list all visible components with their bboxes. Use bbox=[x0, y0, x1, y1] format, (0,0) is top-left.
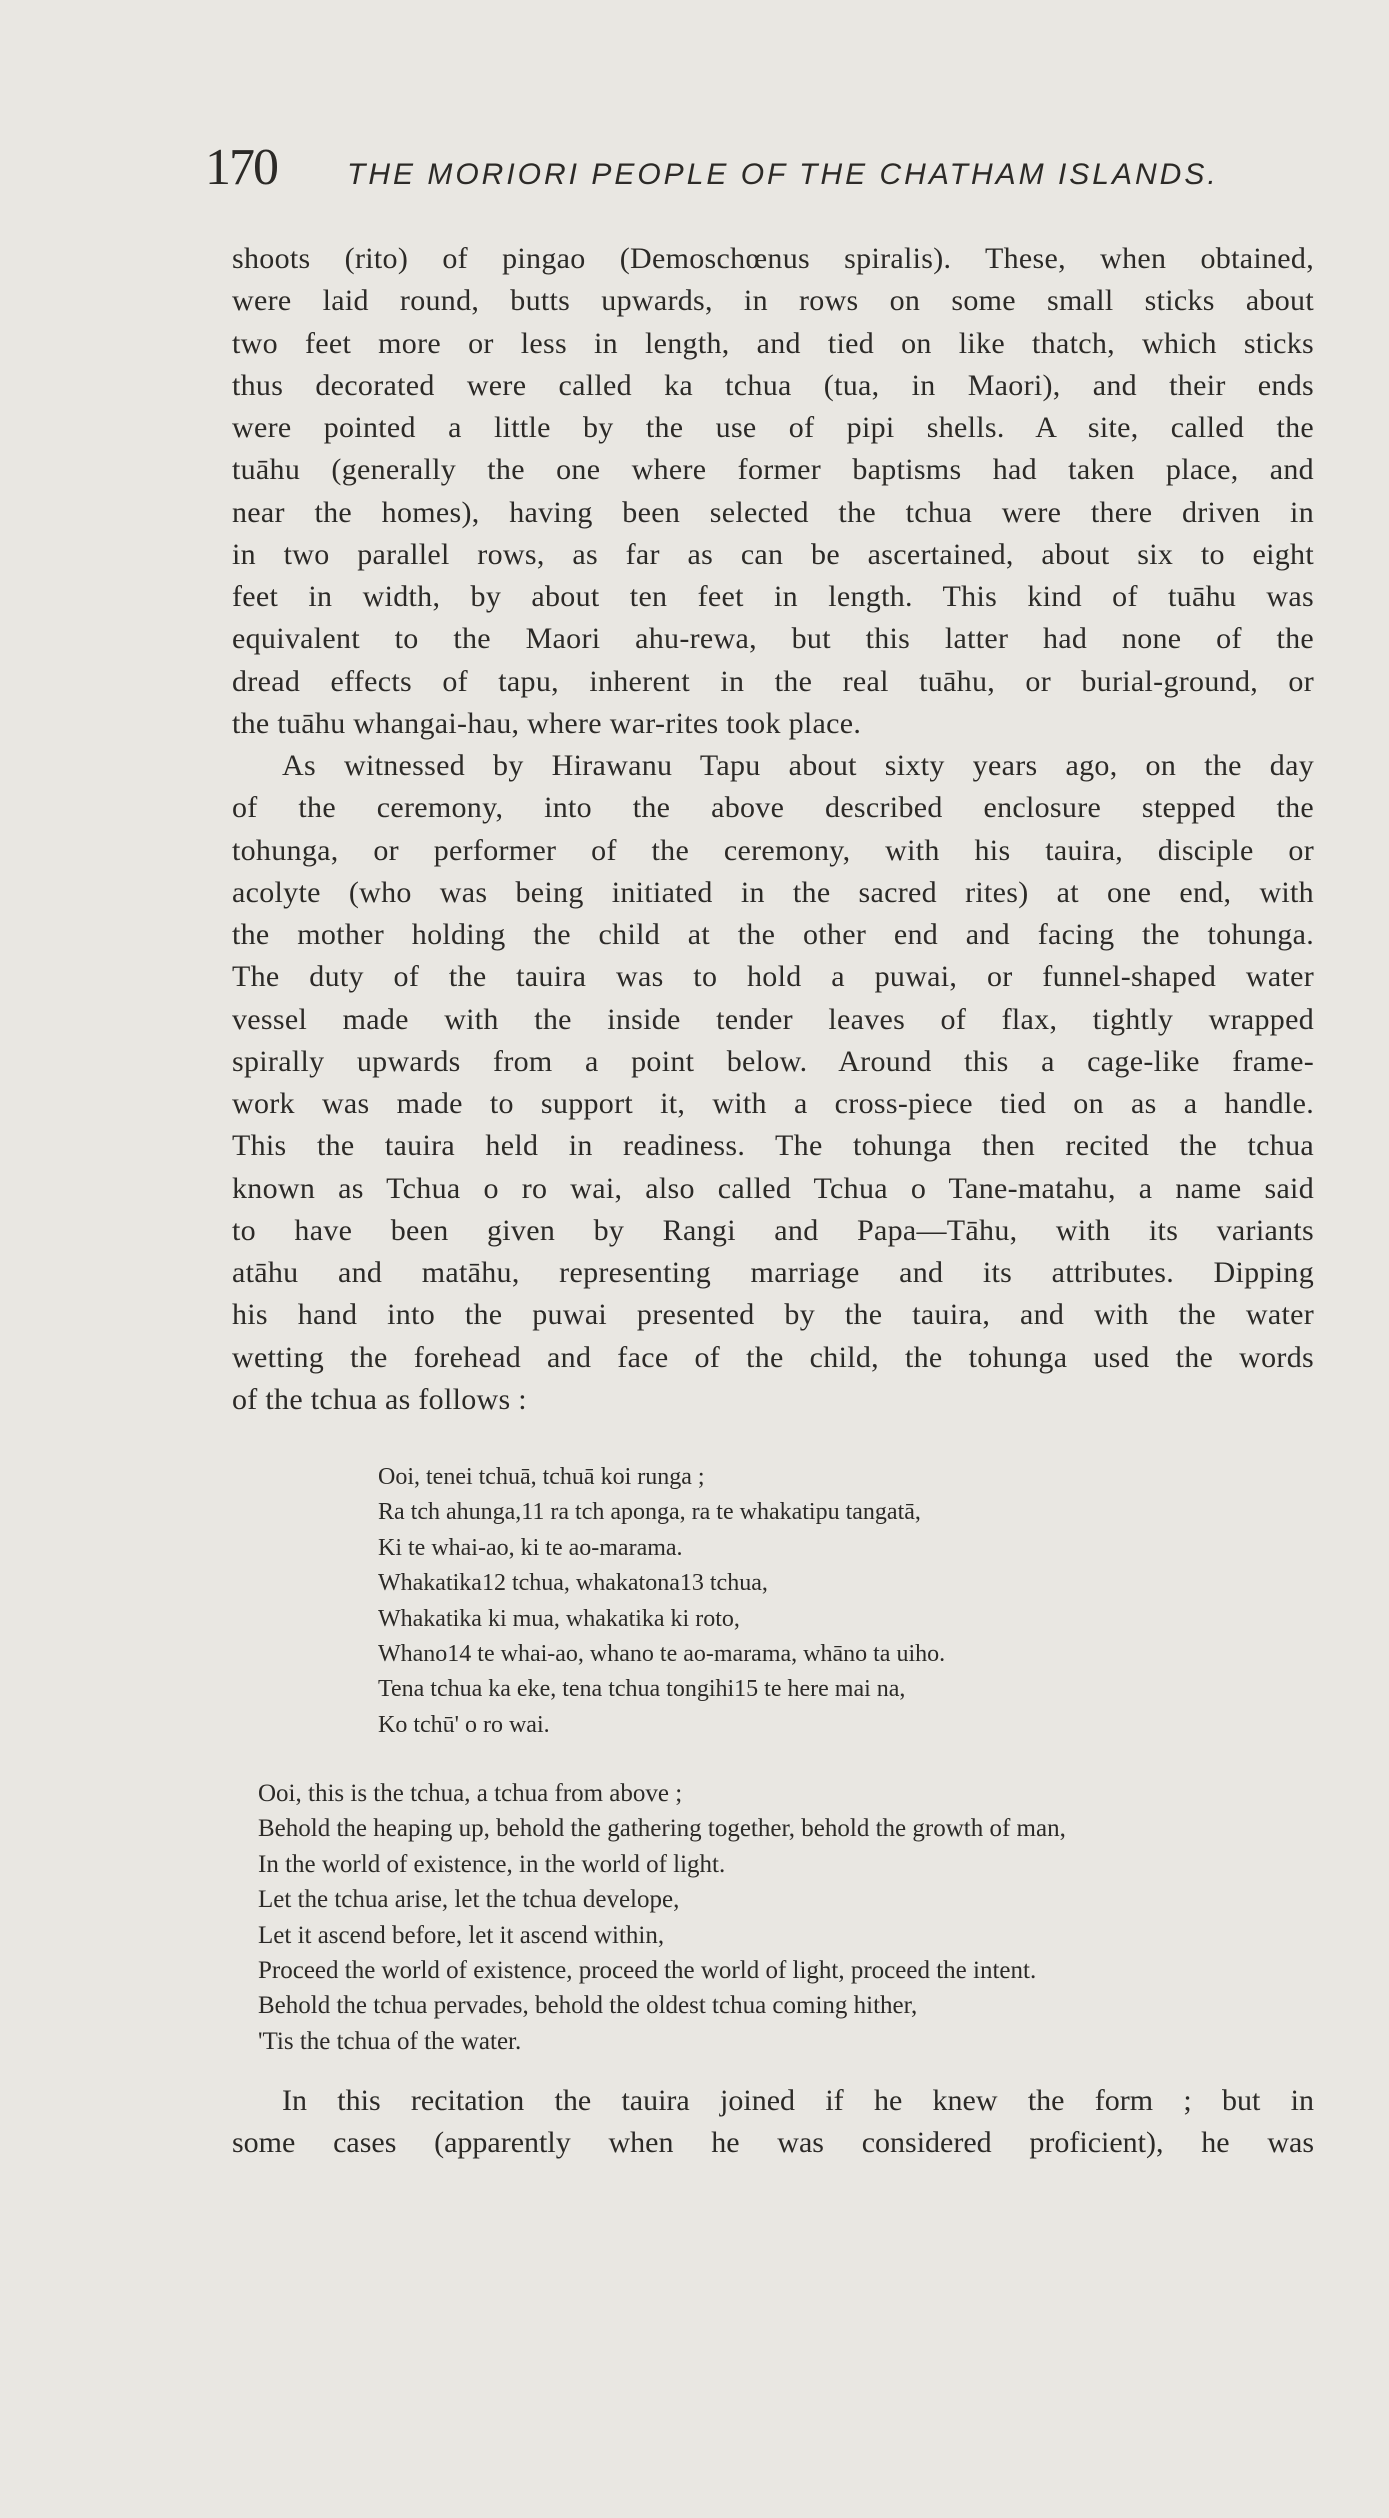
translation-line: Ooi, this is the tchua, a tchua from above ; bbox=[258, 1780, 683, 1807]
chant-line: Tena tchua ka eke, tena tchua tongihi15 te here mai na, bbox=[378, 1676, 906, 1703]
page-number: 170 bbox=[205, 139, 277, 196]
translation-line: Let the tchua arise, let the tchua develope, bbox=[258, 1886, 680, 1914]
text-line: his hand into the puwai presented by the tauira, and with the water bbox=[232, 1298, 1314, 1332]
body-text bbox=[232, 238, 1314, 1421]
text-line: known as Tchua o ro wai, also called Tchua o Tane-matahu, a name said bbox=[232, 1171, 1314, 1205]
text-line: near the homes), having been selected the tchua were there driven in bbox=[232, 495, 1314, 529]
chant-line: Ki te whai-ao, ki te ao-marama. bbox=[378, 1534, 683, 1561]
text-line: atāhu and matāhu, representing marriage and its attributes. Dipping bbox=[232, 1256, 1314, 1289]
running-title: THE MORIORI PEOPLE OF THE CHATHAM ISLANDS. bbox=[347, 158, 1219, 191]
chant-line: Ra tch ahunga,11 ra tch aponga, ra te whakatipu tangatā, bbox=[378, 1499, 921, 1526]
moriori-chant bbox=[378, 1460, 1278, 1743]
text-line: equivalent to the Maori ahu-rewa, but this latter had none of the bbox=[232, 622, 1314, 656]
text-line: This the tauira held in readiness. The tohunga then recited the tchua bbox=[232, 1129, 1314, 1163]
text-line: in two parallel rows, as far as can be ascertained, about six to eight bbox=[232, 537, 1314, 571]
text-line: two feet more or less in length, and tied on like thatch, which sticks bbox=[232, 326, 1314, 360]
text-line: tuāhu (generally the one where former baptisms had taken place, and bbox=[232, 453, 1314, 487]
text-line: dread effects of tapu, inherent in the real tuāhu, or burial-ground, or bbox=[232, 664, 1314, 698]
text-line: vessel made with the inside tender leaves of flax, tightly wrapped bbox=[232, 1002, 1314, 1036]
translation-line: Behold the heaping up, behold the gathering together, behold the growth of man, bbox=[258, 1815, 1066, 1843]
text-line: work was made to support it, with a cross-piece tied on as a handle. bbox=[232, 1087, 1314, 1120]
text-line: feet in width, by about ten feet in length. This kind of tuāhu was bbox=[232, 580, 1314, 613]
chant-line: Whano14 te whai-ao, whano te ao-marama, whāno ta uiho. bbox=[378, 1641, 946, 1668]
chant-line: Whakatika12 tchua, whakatona13 tchua, bbox=[378, 1570, 768, 1597]
translation-line: Behold the tchua pervades, behold the oldest tchua coming hither, bbox=[258, 1992, 918, 2020]
translation-line: 'Tis the tchua of the water. bbox=[258, 2027, 522, 2055]
text-line: thus decorated were called ka tchua (tua, in Maori), and their ends bbox=[232, 368, 1314, 402]
text-line: were pointed a little by the use of pipi shells. A site, called the bbox=[232, 411, 1314, 444]
paragraph-2 bbox=[232, 745, 1314, 1421]
text-line: some cases (apparently when he was considered proficient), he was bbox=[232, 2126, 1314, 2159]
paragraph-1 bbox=[232, 238, 1314, 745]
text-line: In this recitation the tauira joined if he knew the form ; but in bbox=[282, 2084, 1314, 2117]
text-line: As witnessed by Hirawanu Tapu about sixty years ago, on the day bbox=[282, 749, 1314, 782]
text-line: tohunga, or performer of the ceremony, with his tauira, disciple or bbox=[232, 833, 1314, 867]
text-line: wetting the forehead and face of the child, the tohunga used the words bbox=[232, 1340, 1314, 1374]
translation-line: In the world of existence, in the world of light. bbox=[258, 1850, 726, 1878]
text-line: acolyte (who was being initiated in the sacred rites) at one end, with bbox=[232, 875, 1314, 909]
text-line: the tuāhu whangai-hau, where war-rites took place. bbox=[232, 706, 862, 740]
chant-line: Ko tchū' o ro wai. bbox=[378, 1711, 550, 1738]
text-line: were laid round, butts upwards, in rows on some small sticks about bbox=[232, 284, 1314, 318]
page-header bbox=[205, 140, 1325, 200]
text-line: spirally upwards from a point below. Around this a cage-like frame- bbox=[232, 1044, 1314, 1078]
chant-line: Ooi, tenei tchuā, tchuā koi runga ; bbox=[378, 1464, 705, 1490]
text-line: of the ceremony, into the above described enclosure stepped the bbox=[232, 791, 1314, 825]
chant-line: Whakatika ki mua, whakatika ki roto, bbox=[378, 1605, 740, 1632]
text-line: of the tchua as follows : bbox=[232, 1382, 527, 1416]
text-line: to have been given by Rangi and Papa—Tāhu, with its variants bbox=[232, 1213, 1314, 1247]
text-line: The duty of the tauira was to hold a puwai, or funnel-shaped water bbox=[232, 960, 1314, 994]
chant-translation bbox=[258, 1776, 1318, 2059]
text-line: shoots (rito) of pingao (Demoschœnus spiralis). These, when obtained, bbox=[232, 242, 1314, 275]
translation-line: Proceed the world of existence, proceed the world of light, proceed the intent. bbox=[258, 1957, 1037, 1985]
translation-line: Let it ascend before, let it ascend within, bbox=[258, 1921, 665, 1949]
paragraph-3 bbox=[232, 2080, 1314, 2164]
text-line: the mother holding the child at the other end and facing the tohunga. bbox=[232, 918, 1314, 951]
